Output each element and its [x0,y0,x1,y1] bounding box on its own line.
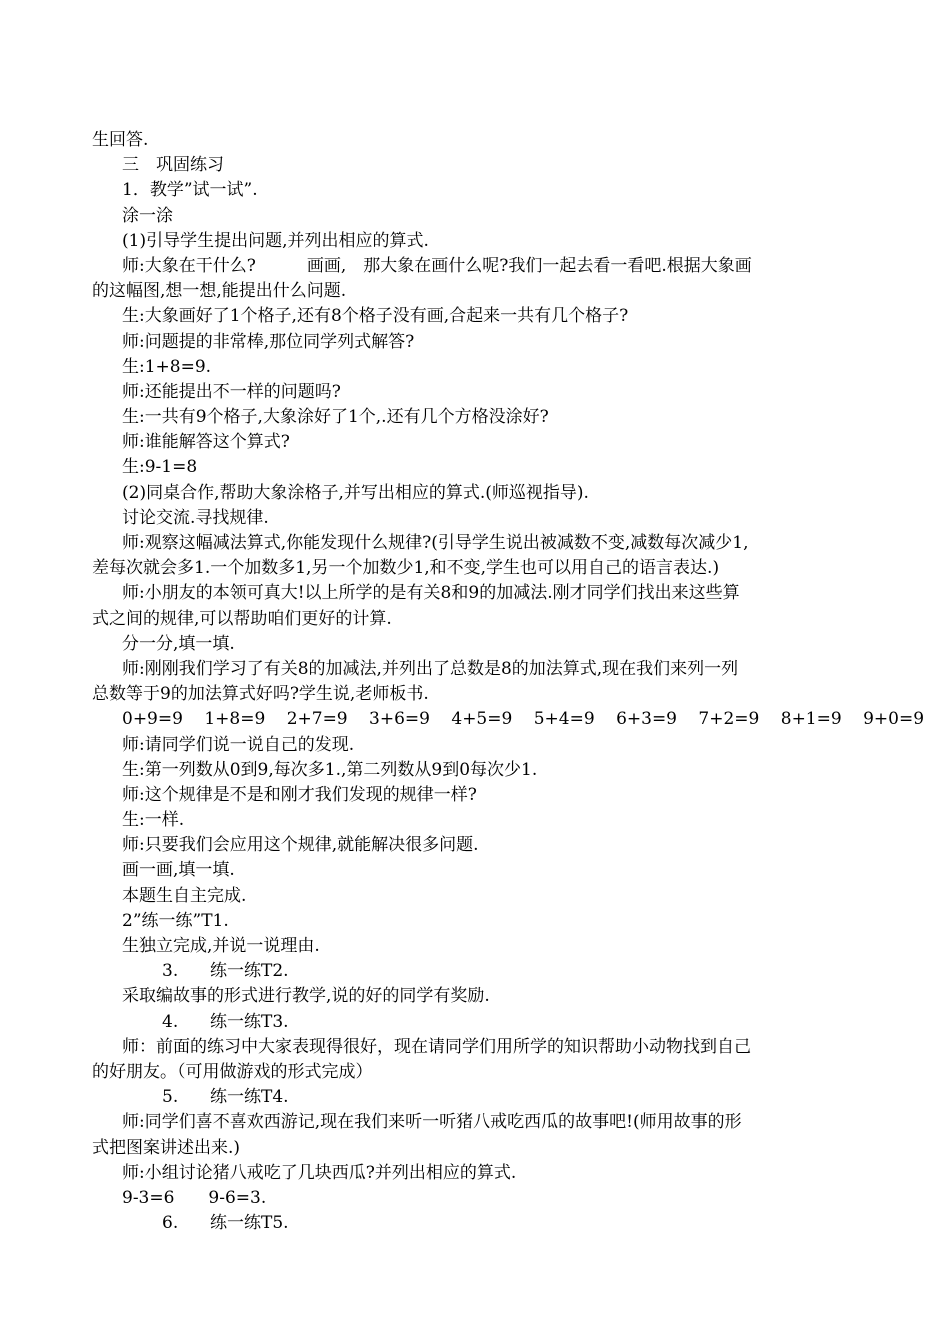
text-line: 师:观察这幅减法算式,你能发现什么规律?(引导学生说出被减数不变,减数每次减少1, [122,533,749,553]
equation: 2+7=9 [286,709,348,730]
text-line: 画一画,填一填. [122,860,235,881]
equation: 5+4=9 [533,709,595,730]
exercise-label: 练一练T2. [210,961,289,982]
exercise-heading [92,1010,860,1035]
text-line: 生:大象画好了1个格子,还有8个格子没有画,合起来一共有几个格子? [122,306,629,327]
exercise-label: 练一练T5. [210,1213,289,1234]
text-line: 师:请同学们说一说自己的发现. [122,734,355,755]
text-line: 涂一涂 [122,205,173,226]
text-line: 生:一共有9个格子,大象涂好了1个,.还有几个方格没涂好? [122,407,549,428]
text-line: 师:小朋友的本领可真大!以上所学的是有关8和9的加减法.刚才同学们找出来这些算 [122,583,740,604]
text-line: 式之间的规律,可以帮助咱们更好的计算. [92,608,392,629]
text-line: 师:刚刚我们学习了有关8的加减法,并列出了总数是8的加法算式,现在我们来列一列 [122,658,739,679]
text-line: 的好朋友。（可用做游戏的形式完成） [92,1061,373,1082]
text-line: 生:9-1=8 [122,457,198,478]
text-line: 师：前面的练习中大家表现得很好，现在请同学们用所学的知识帮助小动物找到自己 [122,1036,751,1057]
text-line: 分一分,填一填. [122,633,235,654]
equation: 1+8=9 [204,709,266,730]
section-heading: 三 巩固练习 [122,155,224,176]
equation: 8+1=9 [780,709,842,730]
text-line: 师:小组讨论猪八戒吃了几块西瓜?并列出相应的算式. [122,1162,517,1183]
equation: 7+2=9 [698,709,760,730]
text-line: 生回答. [92,130,149,150]
text-line: (1)引导学生提出问题,并列出相应的算式. [122,230,429,251]
text-line: 式把图案讲述出来.) [92,1137,241,1158]
text-line: 1．教学”试一试”. [122,180,258,201]
text-line: 师:问题提的非常棒,那位同学列式解答? [122,331,415,352]
text-line: 本题生自主完成. [122,885,247,906]
text-line: 师:同学们喜不喜欢西游记,现在我们来听一听猪八戒吃西瓜的故事吧!(师用故事的形 [122,1112,742,1133]
text-line: 生:1+8=9. [122,356,212,377]
exercise-label: 练一练T4. [210,1087,289,1108]
exercise-number: 3. [162,961,179,982]
text-line: 生:第一列数从0到9,每次多1.,第二列数从9到0每次少1. [122,759,538,780]
text-line: 差每次就会多1.一个加数多1,另一个加数少1,和不变,学生也可以用自己的语言表达.) [92,558,720,579]
equation: 6+3=9 [616,709,677,730]
text-line: 师:只要我们会应用这个规律,就能解决很多问题. [122,835,479,856]
text-line: (2)同桌合作,帮助大象涂格子,并写出相应的算式.(师巡视指导). [122,482,589,503]
text-line: 生独立完成,并说一说理由. [122,936,320,956]
text-line: 采取编故事的形式进行教学,说的好的同学有奖励. [122,986,490,1007]
text-line: 9-3=6 9-6=3. [122,1187,267,1208]
exercise-heading [92,1085,860,1110]
equation: 4+5=9 [451,709,513,730]
text-line: 师:谁能解答这个算式? [122,432,290,453]
equation: 9+0=9 [863,709,925,730]
exercise-number: 4. [162,1011,179,1032]
document-body [92,128,925,1236]
text-line: 师:还能提出不一样的问题吗? [122,381,341,402]
text-line: 师:大象在干什么? 画画, 那大象在画什么呢?我们一起去看一看吧.根据大象画 [122,255,752,276]
text-line: 总数等于9的加法算式好吗?学生说,老师板书. [92,684,429,705]
equation: 0+9=9 [122,709,183,730]
text-line: 生:一样. [122,810,185,831]
exercise-heading [92,1211,860,1236]
text-line: 的这幅图,想一想,能提出什么问题. [92,281,347,302]
equation-row [92,707,925,732]
text-line: 2”练一练”T1. [122,910,229,931]
exercise-number: 5. [162,1087,179,1108]
text-line: 讨论交流.寻找规律. [122,507,269,528]
exercise-label: 练一练T3. [210,1011,289,1032]
exercise-number: 6. [162,1213,179,1234]
text-line: 师:这个规律是不是和刚才我们发现的规律一样? [122,784,477,805]
exercise-heading [92,959,860,984]
equation: 3+6=9 [369,709,430,730]
